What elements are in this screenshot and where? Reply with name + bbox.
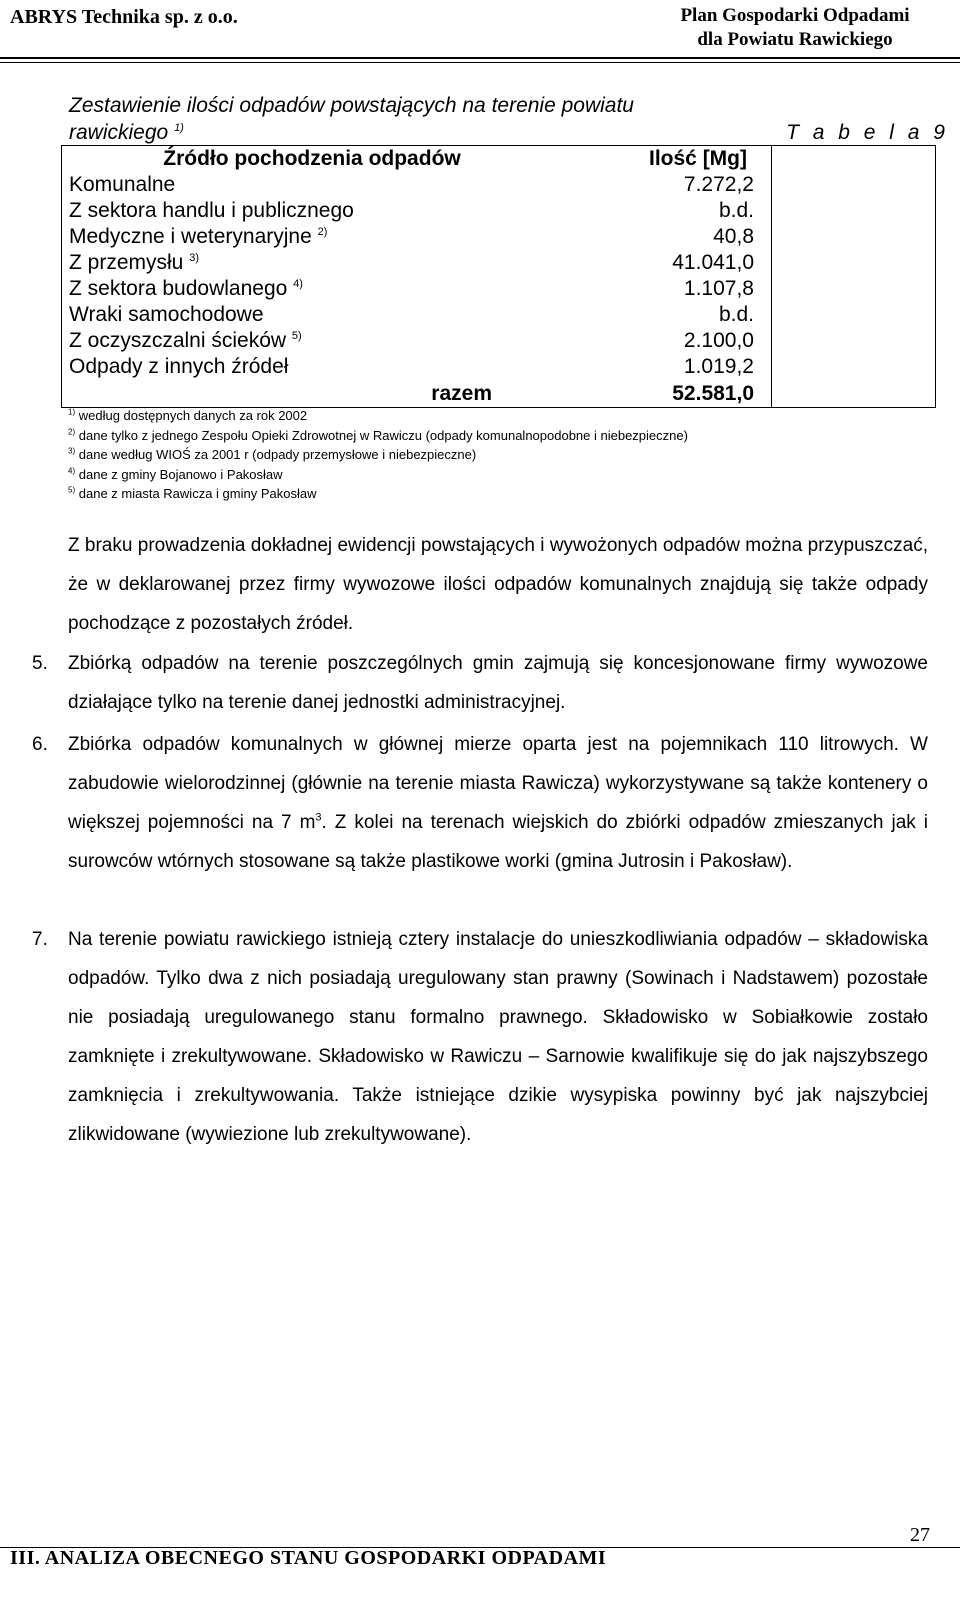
footnote: $^{4)}$ dane z gminy Bojanowo i Pakosław [68, 466, 283, 482]
header-title-line2: dla Powiatu Rawickiego [697, 29, 893, 50]
row-source: Z sektora handlu i publicznego [69, 199, 354, 222]
footnote: $^{2)}$ dane tylko z jednego Zespołu Opieki Zdrowotnej w Rawiczu (odpady komunalnopodobne i niebezpieczne) [68, 427, 688, 443]
table-row [62, 302, 771, 328]
row-source: Z oczyszczalni ścieków [69, 329, 287, 352]
table-row [62, 276, 771, 302]
row-source: Komunalne [69, 173, 176, 196]
table-title [69, 92, 949, 146]
row-amount: 2.100,0 [683, 329, 754, 352]
footer-section-title: III. ANALIZA OBECNEGO STANU GOSPODARKI ODPADAMI [10, 1547, 607, 1569]
column-header-amount: Ilość [Mg] [649, 147, 747, 170]
row-amount: 7.272,2 [683, 173, 754, 196]
total-value: 52.581,0 [672, 382, 754, 405]
table-row [62, 354, 771, 380]
row-source: Z przemysłu [69, 251, 184, 274]
header-document-title [630, 4, 960, 52]
row-source: Odpady z innych źródeł [69, 355, 289, 378]
footnote-ref: 4) [293, 278, 303, 290]
list-number: 7. [32, 929, 48, 950]
header-title-line1: Plan Gospodarki Odpadami [680, 5, 910, 26]
footnote-ref: 1) [174, 122, 184, 134]
header-company: ABRYS Technika sp. z o.o. [10, 6, 238, 28]
footnote: $^{3)}$ dane według WIOŚ za 2001 r (odpady przemysłowe i niebezpieczne) [68, 446, 477, 462]
table-label: T a b e l a 9 [786, 121, 949, 144]
footnote: $^{1)}$ według dostępnych danych za rok 2002 [68, 407, 308, 423]
row-amount: b.d. [718, 199, 754, 222]
footnote-ref: 5) [291, 330, 302, 342]
table-total-row [62, 381, 771, 407]
page-number: 27 [910, 1524, 930, 1546]
row-source: Wraki samochodowe [69, 303, 264, 326]
list-number: 6. [32, 734, 48, 755]
list-number: 5. [32, 653, 48, 674]
footnote-ref: 2) [317, 226, 328, 238]
row-source: Z sektora budowlanego [69, 277, 288, 300]
header-rule [0, 57, 960, 59]
table-row [62, 328, 771, 354]
waste-table [61, 145, 936, 408]
table-title-line1: Zestawienie ilości odpadów powstających na terenie powiatu [69, 94, 634, 117]
row-amount: 1.107,8 [683, 277, 754, 300]
list-item-7: Na terenie powiatu rawickiego istnieją cztery instalacje do unieszkodliwiania odpadów – składowiska odpadów. Tylko dwa z nich posiadają uregulowany stan prawny (Sowinach i Nadstawem) pozostałe nie posiadają uregulowanego stanu formalno prawnego. Składowisko w Sobiałkowie zostało zamknięte i zrekultywowane. Składowisko w Rawiczu – Sarnowie kwalifikuje się do jak najszybszego zamknięcia i zrekultywowania. Także istniejące dzikie wysypiska powinny być jak najszybciej zlikwidowane (wywiezione lub zrekultywowane). [68, 929, 928, 1145]
table-row [62, 250, 771, 276]
footnote: $^{5)}$ dane z miasta Rawicza i gminy Pakosław [68, 485, 317, 501]
list-item-5: Zbiórką odpadów na terenie poszczególnych gmin zajmują się koncesjonowane firmy wywozowe działające tylko na terenie danej jednostki administracyjnej. [68, 653, 928, 713]
total-label: razem [431, 382, 492, 405]
superscript: 3 [315, 811, 322, 824]
row-amount: 41.041,0 [672, 251, 754, 274]
row-amount: 40,8 [713, 225, 754, 248]
table-header-row [62, 146, 771, 172]
row-source: Medyczne i weterynaryjne [69, 225, 312, 248]
paragraph-intro: Z braku prowadzenia dokładnej ewidencji powstających i wywożonych odpadów można przypuszczać, że w deklarowanej przez firmy wywozowe ilości odpadów komunalnych znajdują się także odpady pochodzące z pozostałych źródeł. [68, 535, 928, 634]
table-row [62, 224, 771, 250]
table-title-line2: rawickiego $^{1)}$ [69, 121, 184, 144]
list-item-6: Zbiórka odpadów komunalnych w głównej mierze oparta jest na pojemnikach 110 litrowych. W zabudowie wielorodzinnej (głównie na terenie miasta Rawicza) wykorzystywane są także kontenery o większej pojemności na 7 $m^3$. Z kolei na terenach wiejskich do zbiórki odpadów zmieszanych jak i surowców wtórnych stosowane są także plastikowe worki (gmina Jutrosin i Pakosław). [68, 734, 928, 872]
table-divider [771, 146, 772, 407]
row-amount: 1.019,2 [683, 355, 754, 378]
header-rule-thin [0, 62, 960, 63]
table-footnotes [68, 406, 688, 504]
row-amount: b.d. [718, 303, 754, 326]
footnote-ref: 3) [189, 252, 199, 264]
table-row [62, 198, 771, 224]
table-row [62, 172, 771, 198]
column-header-source: Źródło pochodzenia odpadów [163, 147, 461, 170]
